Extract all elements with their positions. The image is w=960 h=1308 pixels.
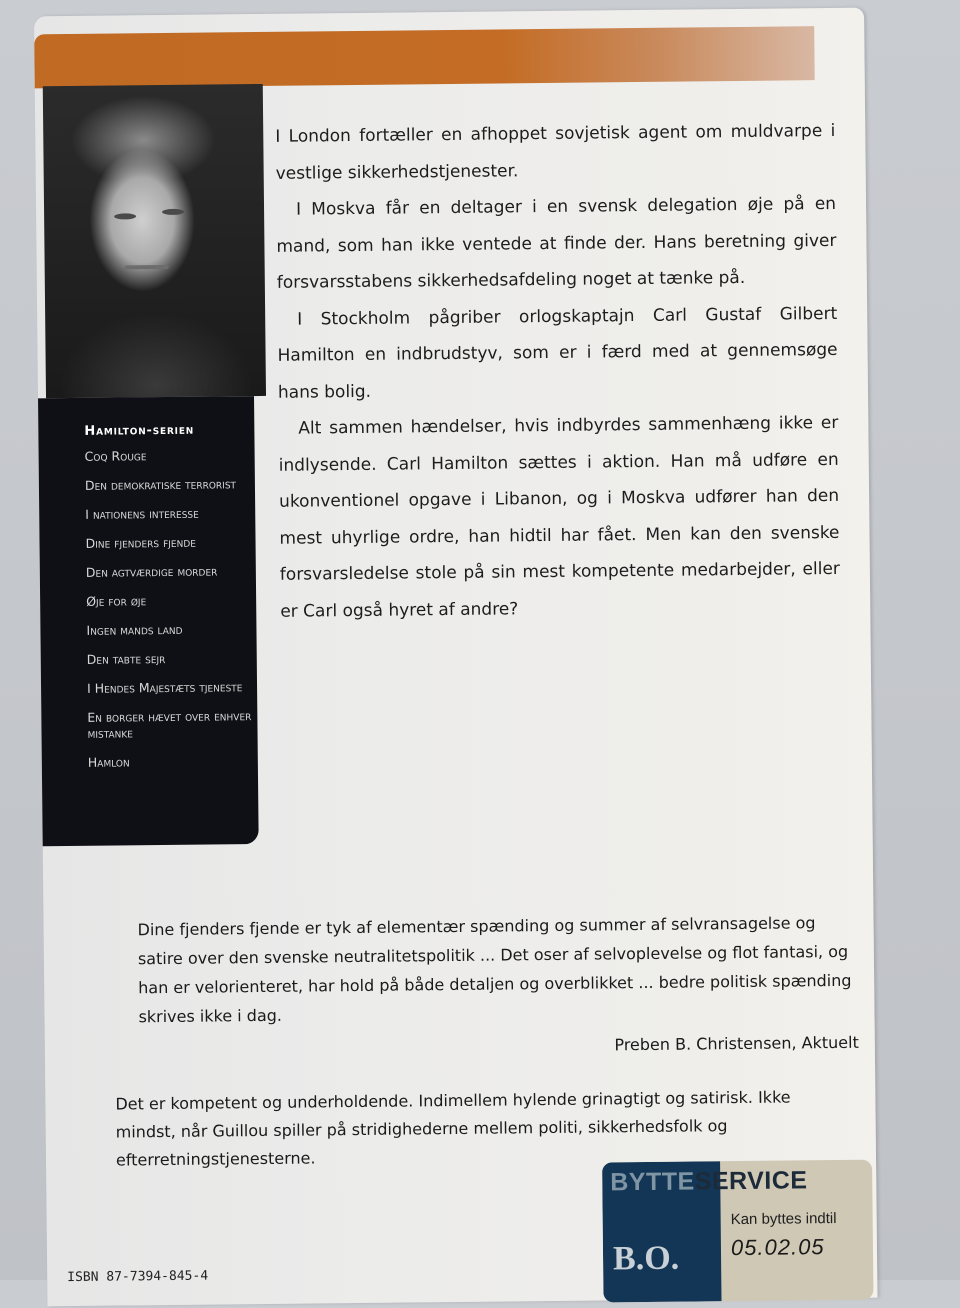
- series-item: Coq Rouge: [84, 448, 147, 464]
- review-attribution: Preben B. Christensen, Aktuelt: [614, 1032, 859, 1055]
- series-item: Den agtværdige morder: [85, 563, 218, 580]
- blurb-text: [275, 113, 840, 630]
- series-title: Hamilton-serien: [84, 422, 195, 439]
- review-quote: [137, 908, 859, 1065]
- series-item: Ingen mands land: [86, 621, 183, 638]
- photo-eye-right: [162, 209, 184, 215]
- series-item: Hamlon: [87, 754, 130, 770]
- orange-header-band: [34, 26, 815, 88]
- series-list-panel: [38, 396, 259, 846]
- blurb-paragraph: I Moskva får en deltager i en svensk delegation øje på en mand, som han ikke ventede at finde der. Hans beretning giver forsvarsstabens sikkerhedsafdeling noget at tænke på.: [276, 193, 837, 293]
- isbn-label: ISBN 87-7394-845-4: [67, 1268, 209, 1286]
- review-text: Det er kompetent og underholdende. Indimellem hylende grinagtigt og satirisk. Ikke mindst, når Guillou spiller på stridighederne mellem politi, sikkerhedsfolk og efterretningstjenesterne.: [115, 1087, 791, 1170]
- blurb-paragraph: I Stockholm pågriber orlogskaptajn Carl Gustaf Gilbert Hamilton en indbrudstyv, som er i færd med at gennemsøge hans bolig.: [277, 303, 838, 403]
- series-item: Øje for øje: [86, 593, 147, 609]
- blurb-paragraph: Alt sammen hændelser, hvis indbyrdes sammenhæng ikke er indlysende. Carl Hamilton sættes i aktion. Han må udføre en ukonventionel opgave i Libanon, og i Moskva udfører han den mest uhyrlige ordre, han hidtil har fået. Men kan den svenske forsvarsledelse stole på sin mest kompetente medarbejder, eller er Carl også hyret af andre?: [278, 412, 840, 622]
- bo-logo-icon: B.O.: [612, 1239, 680, 1278]
- photo-mouth: [125, 265, 169, 269]
- sticker-date: 05.02.05: [730, 1234, 825, 1261]
- author-photo: [43, 84, 266, 398]
- blurb-paragraph: I London fortæller en afhoppet sovjetisk agent om muldvarpe i vestlige sikkerhedstjenester.: [275, 120, 836, 184]
- photo-eye-left: [114, 213, 136, 219]
- review-text: Dine fjenders fjende er tyk af elementær spænding og summer af selvransagelse og satire over den svenske neutralitetspolitik ... Det oser af selvoplevelse og flot fantasi, og han er velorienteret, har hold på både detaljen og overblikket ... bedre politisk spænding skrives ikke i dag.: [137, 913, 852, 1027]
- series-item: I nationens interesse: [85, 505, 199, 522]
- exchange-sticker: [602, 1160, 873, 1303]
- series-item: Dine fjenders fjende: [85, 534, 196, 551]
- series-item: I Hendes Majestæts tjeneste: [86, 679, 243, 696]
- book-back-cover: [34, 8, 877, 1307]
- series-item: Den demokratiske terrorist: [84, 476, 237, 493]
- sticker-label: Kan byttes indtil: [730, 1210, 837, 1229]
- series-item: En borger hævet over enhver mistanke: [87, 708, 252, 741]
- series-item: Den tabte sejr: [86, 651, 166, 667]
- sticker-heading: BYTTESERVICE: [610, 1166, 808, 1197]
